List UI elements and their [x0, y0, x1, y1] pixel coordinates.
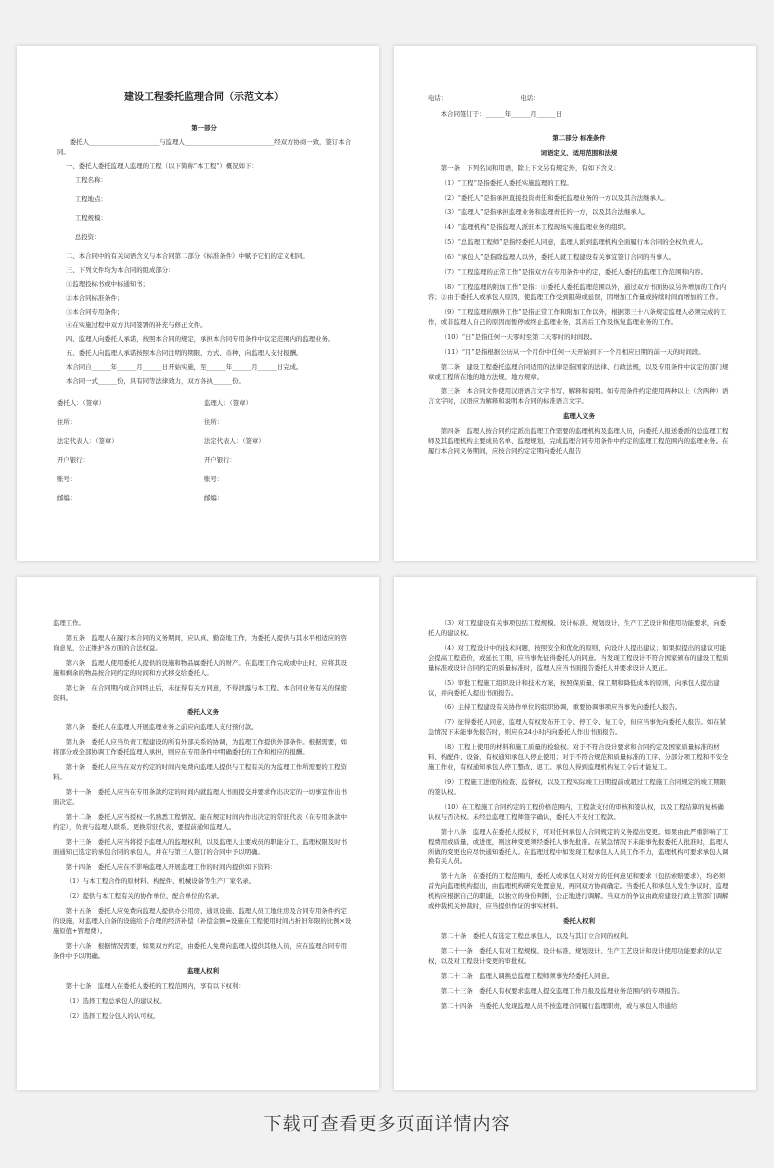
signature-field: 账号： [204, 474, 224, 483]
text-line: ③本合同专用条件； [65, 307, 124, 316]
paragraph: （1）“工程”是指委托人委托实施监理的工程。 [440, 178, 573, 187]
paragraph: 第十三条 委托人应当将授予监理人的监理权利，以及监理人主要成员的职能分工、监理权限及时书面通知已选定的承包合同的承包人，并在与第三人签订的合同中予以明确。 [53, 837, 347, 856]
paragraph: 第二十三条 委托人有权要求监理人提交监理工作月报及监理业务范围内的专项报告。 [440, 986, 684, 995]
paragraph: （3）对工程建设有关事项包括工程规模、设计标准、规划设计、生产工艺设计和使用功能要求，向委托人的建议权。 [428, 619, 727, 637]
section-heading: 监理人权利 [187, 966, 219, 975]
paragraph: （2）选择工程分包人的认可权。 [65, 1011, 160, 1020]
paragraph: 第十八条 监理人在委托人授权下，可对任何承包人合同规定的义务提出变更。如果由此严重影响了工程费用或质量、或进度，则这种变更须经委托人事先批准。在紧急情况下未能事先报委托人批准时，监理人所做的变更也应尽快通知委托人。在监理过程中如发现工程承包人人员工作不力，监理机构可要求承包人调换有关人员。 [428, 827, 729, 866]
text-line: ②本合同标准条件； [65, 293, 124, 302]
signature-field: 监理人：（签章） [204, 399, 252, 408]
paragraph: （5）“总监理工程师”是指经委托人同意，监理人派到监理机构全面履行本合同的全权负责人。 [440, 238, 708, 247]
subsection-heading: 词语定义、适用范围和法规 [540, 148, 618, 157]
text-line: 工程地点： [74, 195, 107, 204]
text-line: 总投资： [74, 232, 101, 241]
paragraph: 第十一条 委托人应当在专用条款约定的时间内就监理人书面提交并要求作出决定的一切事宜作出书面决定。 [53, 787, 347, 806]
text-line: 本合同一式______份，具有同等法律效力，双方各执______份。 [65, 377, 245, 386]
paragraph: 第十二条 委托人应当授权一名熟悉工程情况、能在规定时间内作出决定的常驻代表（在专用条款中约定），负责与监理人联系。更换常驻代表，要提前通知监理人。 [53, 812, 347, 831]
paragraph: 第二条 建设工程委托监理合同适用的法律是指国家的法律、行政法规，以及专用条件中议定的部门规章或工程所在地的地方法规、地方规章。 [428, 362, 729, 381]
paragraph: 第七条 在合同期内或合同终止后，未征得有关方同意，不得泄露与本工程、本合同业务有关的保密资料。 [53, 683, 347, 702]
signature-field: 住所： [204, 418, 224, 427]
paragraph: （11）“月”是指根据公历从一个月份中任何一天开始到下一个月相应日期的前一天的时间段。 [440, 347, 705, 356]
text-line: 工程名称： [74, 176, 107, 185]
paragraph: 第二十四条 当委托人发现监理人员不按监理合同履行监理职责，或与承包人串通给 [440, 1001, 678, 1010]
document-page-4 [394, 577, 756, 1090]
paragraph: 第九条 委托人应当负责工程建设的所有外部关系的协调，为监理工作提供外部条件。根据需要，如将部分或全部协调工作委托监理人承担，则应在专用条件中明确委托的工作和相应的报酬。 [53, 738, 347, 757]
paragraph: （9）“工程监理的额外工作”是指正常工作和附加工作以外，根据第三十八条规定监理人必须完成的工作，或非监理人自己的原因而暂停或终止监理业务，其善后工作及恢复监理业务的工作。 [428, 307, 727, 326]
signature-row [57, 475, 351, 485]
paragraph: （7）“工程监理的正常工作”是指双方在专用条件中约定，委托人委托的监理工作范围和内容。 [440, 268, 708, 277]
paragraph: （2）“委托人”是指承担直接投资责任和委托监理业务的一方以及其合法继承人。 [440, 193, 669, 202]
paragraph: 第二十二条 监理人调换总监理工程师须事先经委托人同意。 [440, 971, 614, 980]
text-line: 三、下列文件均为本合同的组成部分： [65, 265, 175, 274]
paragraph: 第八条 委托人在监理人开展监理业务之前应向监理人支付预付款。 [65, 723, 258, 732]
signature-field: 法定代表人：（签章） [204, 436, 265, 445]
text-line: 四、监理人向委托人承诺，按照本合同的规定，承担本合同专用条件中议定范围内的监理业务。 [65, 335, 335, 344]
paragraph: （4）对工程设计中的技术问题，按照安全和优化的原则，向设计人提出建议；如果拟提出的建议可能会提高工程造价，或延长工期，应当事先征得委托人的同意。当发现工程设计不符合国家颁布的建设工程质量标准或设计合同约定的质量标准时，监理人应当书面报告委托人并要求设计人更正。 [428, 643, 729, 672]
signature-field: 开户银行： [204, 455, 236, 464]
text-line: 二、本合同中的有关词语含义与本合同第二部分《标准条件》中赋予它们的定义相同。 [65, 251, 309, 260]
paragraph: 第十四条 委托人应在不影响监理人开展监理工作的时间内提供如下资料： [65, 862, 277, 871]
signature-field: 委托人：（签章） [57, 399, 105, 408]
paragraph: 第十七条 监理人在委托人委托的工程范围内，享有以下权利： [65, 981, 245, 990]
paragraph: （10）在工程施工合同约定的工程价格范围内，工程款支付的审核和签认权，以及工程结算的复核确认权与否决权。未经总监理工程师签字确认，委托人不支付工程款。 [428, 802, 724, 821]
section-heading: 监理人义务 [563, 412, 595, 421]
document-title: 建设工程委托监理合同（示范文本） [124, 92, 284, 103]
signature-field: 法定代表人：（签章） [57, 436, 118, 445]
document-page-3 [17, 577, 379, 1090]
signature-field: 住所： [57, 418, 77, 427]
paragraph: （8）“工程监理的附加工作”是指：①委托人委托监理范围以外，通过双方书面协议另外增加的工作内容；②由于委托人或承包人原因，使监理工作受到阻碍或延误，因增加工作量或持续时间而增加的工作。 [428, 283, 727, 301]
paragraph: （7）征得委托人同意，监理人有权发布开工令、停工令、复工令，但应当事先向委托人报告。如在紧急情况下未能事先报告时，则应在24小时内向委托人作出书面报告。 [428, 718, 727, 737]
section-heading: 委托人义务 [187, 708, 219, 717]
paragraph: （2）提供与本工程有关的协作单位、配合单位的名录。 [65, 892, 224, 901]
paragraph: 第四条 监理人按合同约定派出监理工作需要的监理机构及监理人员，向委托人报送委派的总监理工程师及其监理机构主要成员名单、监理规划，完成监理合同专用条件中约定的监理工程范围内的监理业务。在履行本合同义务期间，应按合同约定定期向委托人报告 [428, 427, 729, 456]
section-heading: 第一部分 [191, 123, 217, 132]
paragraph: （1）与本工程合作的原材料、构配件、机械设备等生产厂家名录。 [65, 877, 256, 886]
paragraph: （9）工程施工进度的检查、监督权，以及工程实际竣工日期提前或超过工程施工合同规定的竣工期限的签认权。 [428, 777, 727, 796]
signature-field: 开户银行： [57, 455, 89, 464]
paragraph: （6）“承包人”是指除监理人以外，委托人就工程建设有关事宜签订合同的当事人。 [440, 253, 676, 262]
text-line: 本合同签订于：______年______月______日 [440, 109, 563, 118]
paragraph: （3）“监理人”是指承担监理业务和监理责任的一方，以及其合法继承人。 [440, 208, 650, 217]
text-line: 五、委托人向监理人承诺按照本合同注明的期限、方式、币种，向监理人支付报酬。 [65, 349, 303, 358]
paragraph: 第六条 监理人使用委托人提供的设施和物品属委托人的财产。在监理工作完成或中止时，应将其设施和剩余的物品按合同约定的时间和方式移交给委托人。 [53, 658, 347, 677]
paragraph: 监理工作。 [53, 619, 85, 627]
document-page-1 [17, 46, 379, 561]
paragraph: （1）选择工程总承包人的建议权。 [65, 996, 166, 1005]
section-heading: 第二部分 标准条件 [552, 133, 606, 142]
paragraph: 第二十一条 委托人有对工程规模、设计标准、规划设计、生产工艺设计和设计使用功能要求的认定权，以及对工程设计变更的审批权。 [428, 946, 722, 965]
paragraph: 第十六条 根据情况需要，如果双方约定，由委托人免费向监理人提供其他人员，应在监理合同专用条件中予以明确。 [53, 942, 347, 960]
text-line: 工程规模： [74, 214, 107, 223]
text-line: ④在实施过程中双方共同签署的补充与修正文件。 [65, 321, 207, 330]
paragraph: 第十条 委托人应当在双方约定的时间内免费向监理人提供与工程有关的为监理工作所需要的工程资料。 [53, 763, 347, 782]
signature-row [57, 399, 351, 409]
signature-row [57, 456, 351, 466]
signature-row [57, 494, 351, 504]
signature-field: 账号： [57, 474, 77, 483]
paragraph: （5）审批工程施工组织设计和技术方案，按照保质量、保工期和降低成本的原则，向承包人提出建议，并向委托人提出书面报告。 [428, 678, 720, 697]
paragraph: 第二十条 委托人有选定工程总承包人，以及与其订立合同的权利。 [440, 931, 633, 940]
signature-row [57, 418, 351, 428]
paragraph: （4）“监理机构”是指监理人派驻本工程现场实施监理业务的组织。 [440, 223, 631, 232]
paragraph: 第十九条 在委托的工程范围内，委托人或承包人对对方的任何意见和要求（包括索赔要求），均必须首先向监理机构提出，由监理机构研究处置意见，再同双方协商确定。当委托人和承包人发生争议时，监理机构应根据自己的职能，以独立的身份判断，公正地进行调解。当双方的争议由政府建设行政主管部门调解或仲裁机关仲裁时，应当提供作证的事实材料。 [428, 872, 729, 911]
paragraph: （6）主持工程建设有关协作单位的组织协调，重要协调事项应当事先向委托人报告。 [440, 703, 682, 712]
text-line: 一、委托人委托监理人监理的工程（以下简称“本工程”）概况如下： [65, 162, 258, 171]
signature-row [57, 437, 351, 447]
section-heading: 委托人权利 [563, 917, 595, 926]
paragraph: 第十五条 委托人应免费向监理人提供办公用房、通讯设施、监理人员工地住房及合同专用条件约定的设施，对监理人自备的设施给予合理的经济补偿（补偿金额=设施在工程使用时间占折旧年限的比例×设施原值+管理费）。 [53, 907, 352, 936]
paragraph: 第五条 监理人在履行本合同的义务期间，应认真、勤奋地工作，为委托人提供与其水平相适应的咨询意见，公正维护各方面的合法权益。 [53, 633, 347, 652]
text-line: 本合同自______年______月______日开始实施，至______年______月______日完成。 [65, 363, 303, 372]
text-line: 委托人______________________与监理人____________________________经双方协商一致，签订本合同。 [57, 138, 351, 157]
text-line: 电话： 电话： [428, 94, 540, 102]
text-line: ①监理投标书或中标通知书； [65, 279, 150, 288]
signature-field: 邮编： [57, 493, 77, 502]
paragraph: 第一条 下列名词和用语，除上下文另有规定外，有如下含义： [440, 163, 620, 172]
signature-field: 邮编： [204, 493, 224, 502]
paragraph: （10）“日”是指任何一天零时至第二天零时的时间段。 [440, 332, 597, 341]
download-more-link[interactable]: 下载可查看更多页面详情内容 [263, 1114, 511, 1135]
paragraph: （8）工程上使用的材料和施工质量的检验权。对于不符合设计要求和合同约定及国家质量标准的材料、构配件、设备，有权通知承包人停止使用；对于不符合规范和质量标准的工序、分部分项工程和不安全施工作业，有权通知承包人停工整改、返工。承包人得到监理机构复工令后才能复工。 [428, 743, 729, 772]
paragraph: 第三条 本合同文件使用汉语语言文字书写、解释和说明。如专用条件约定使用两种以上（含两种）语言文字时，汉语应为解释和说明本合同的标准语言文字。 [428, 387, 729, 406]
document-page-2 [394, 46, 756, 561]
